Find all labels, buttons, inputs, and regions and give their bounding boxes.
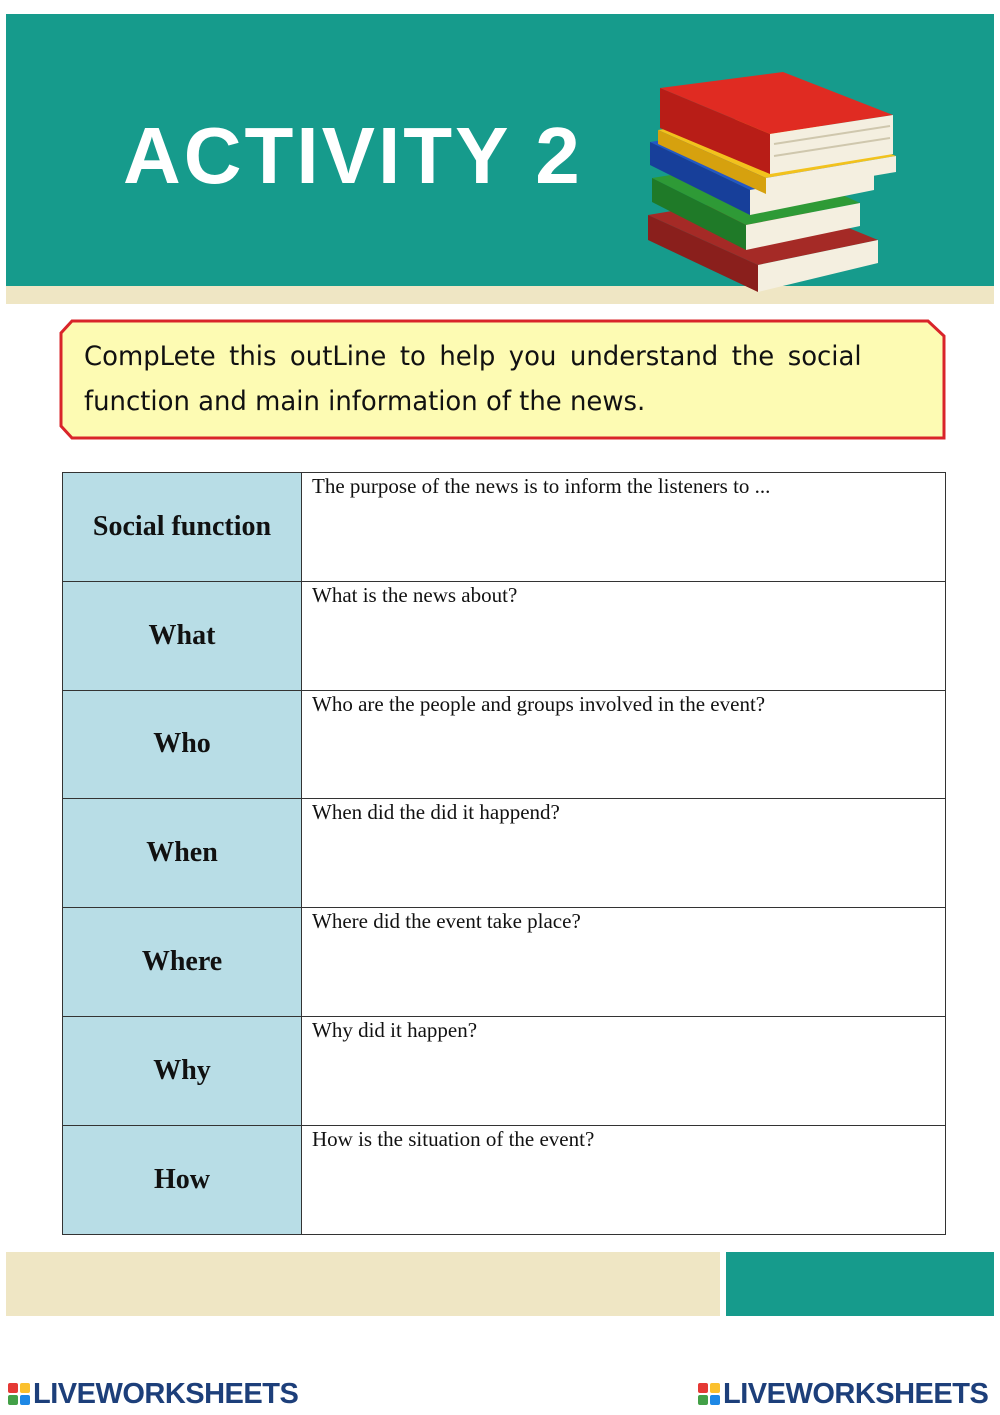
answer-cell[interactable] (302, 799, 946, 908)
table-row (63, 581, 946, 690)
row-prompt: Why did it happen? (312, 1017, 478, 1042)
row-label: Where (63, 908, 302, 1017)
liveworksheets-logo-icon (698, 1383, 720, 1405)
row-prompt: How is the situation of the event? (312, 1126, 595, 1151)
brand-name: LIVEWORKSHEETS (723, 1377, 989, 1410)
brand-left[interactable] (8, 1378, 298, 1410)
answer-cell[interactable] (302, 1125, 946, 1234)
row-label: When (63, 799, 302, 908)
answer-cell[interactable] (302, 690, 946, 799)
table-row (63, 690, 946, 799)
answer-cell[interactable] (302, 581, 946, 690)
row-prompt: Who are the people and groups involved in the event? (312, 691, 766, 716)
row-label: How (63, 1125, 302, 1234)
table-row (63, 1125, 946, 1234)
table-row (63, 799, 946, 908)
brand-right[interactable] (698, 1378, 988, 1410)
brand-name: LIVEWORKSHEETS (33, 1377, 299, 1410)
row-prompt: Where did the event take place? (312, 909, 581, 934)
row-prompt: What is the news about? (312, 582, 518, 607)
footer-band-right (726, 1252, 994, 1316)
page-title: ACTIVITY 2 (123, 111, 583, 200)
row-label: Who (63, 690, 302, 799)
row-prompt: The purpose of the news is to inform the listeners to ... (312, 474, 771, 498)
answer-cell[interactable] (302, 908, 946, 1017)
instruction-callout (58, 318, 948, 444)
table-row (63, 473, 946, 582)
table-row (63, 908, 946, 1017)
instruction-text: CompLete this outLine to help you understand the social function and main information of the news. (84, 341, 862, 417)
row-label: Why (63, 1016, 302, 1125)
row-label: What (63, 581, 302, 690)
answer-cell[interactable] (302, 473, 946, 582)
stack-of-books-icon (638, 70, 908, 320)
row-label: Social function (63, 473, 302, 582)
liveworksheets-logo-icon (8, 1383, 30, 1405)
answer-cell[interactable] (302, 1016, 946, 1125)
footer-band-left (6, 1252, 720, 1316)
row-prompt: When did the did it happend? (312, 800, 560, 825)
outline-table (62, 472, 946, 1235)
table-row (63, 1016, 946, 1125)
